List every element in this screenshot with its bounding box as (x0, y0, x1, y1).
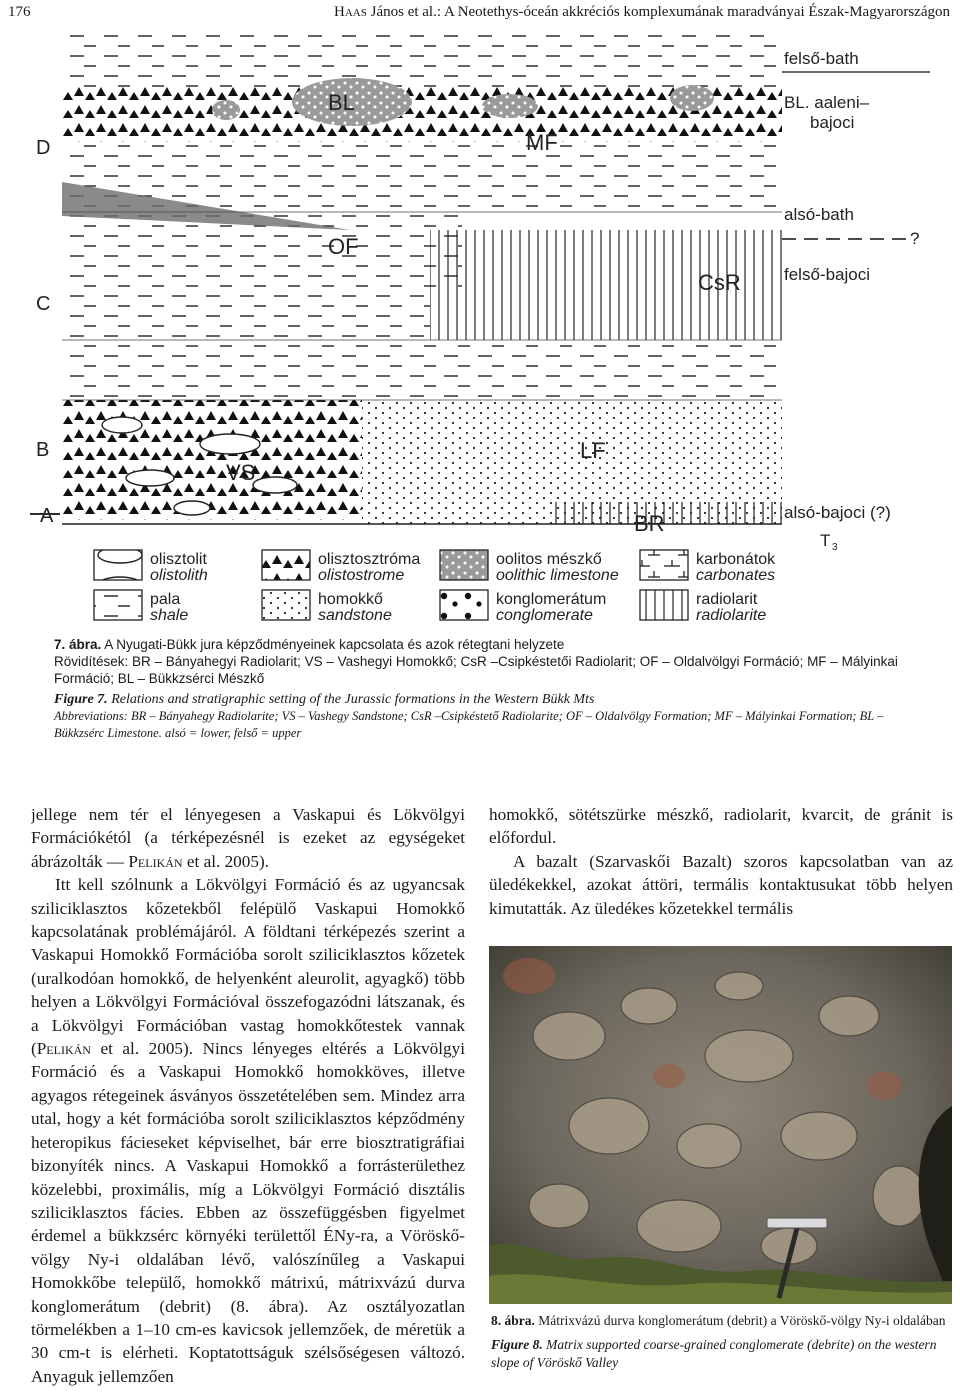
stage-label-bl-aaleni: BL. aaleni– (784, 93, 870, 112)
legend-olistolith: olistolith (150, 567, 208, 584)
left-paragraph-1 (31, 803, 465, 873)
legend-radiolarite: radiolarite (696, 607, 767, 624)
left-p2-text-end: et al. 2005). Nincs lényeges eltérés a Lökvölgyi Formáció és a Vaskapui Homokkő homokköves, illetve agyagos rétegeinek ásványos összetételében sem. Mindez arra utal, hogy a két formációba sorolt sziliciklasztos képződmény heteropikus fácieseket képviselhet, bár erre biosztratigráfiai bizonyíték nincs. A Vaskapui Homokkő a forrásterülethez közelebbi, proximális, míg a Lökvölgyi Formáció disztális sziliciklasztos fácies. Ebben az összefüggésben figyelmet érdemel a bükkzsérc környéki területtől ÉNy-ra, a Vöröskő-völgy Ny-i oldalában lévő, valószínűleg a Vaskapui Homokkőbe települő, homokkő mátrixú, mátrixvázú durva konglomerátum (debrit) (8. ábra). Az osztályozatlan törmelékben a 1–10 cm-es kavicsok jellemzőek, de méretük a 30 cm-t is elérheti. Koptatottságuk szélsőségesen változó. Anyaguk jellemzően (31, 1039, 465, 1386)
stage-label-bajoci: bajoci (810, 113, 855, 132)
running-author: Haas (334, 4, 367, 20)
legend-oolitos-meszko: oolitos mészkő (496, 551, 602, 568)
caption7-en-label: Figure 7. (54, 692, 108, 707)
running-title (334, 4, 950, 21)
right-paragraph-2: A bazalt (Szarvaskői Bazalt) szoros kapcsolatban van az üledékekkel, azokat áttöri, termális kontaktusukat több helyen kimutatták. Az üledékes kőzetekkel termális (489, 851, 953, 918)
legend-pala: pala (150, 591, 181, 608)
caption8-en-label: Figure 8. (491, 1337, 543, 1352)
caption7-en-abbreviations: Abbreviations: BR – Bányahegy Radiolarite; VS – Vashegy Sandstone; CsR –Csipkéstető Radiolarite; OF – Oldalvölgy Formation; MF – Mályinkai Formation; BL – Bükkzsérc Limestone. alsó = lower, felső = upper (54, 709, 884, 740)
unit-label-br: BR (634, 511, 665, 536)
stage-label-felso-bath: felső-bath (784, 49, 859, 68)
stage-label-also-bath: alsó-bath (784, 205, 854, 224)
legend-karbonatok: karbonátok (696, 551, 776, 568)
left-paragraph-2 (31, 873, 465, 1388)
legend-sandstone: sandstone (318, 607, 392, 624)
stage-label-t-subscript: 3 (832, 542, 838, 553)
interval-letter-d: D (36, 137, 51, 159)
caption8-en (491, 1336, 953, 1372)
caption8-en-title: Matrix supported coarse-grained conglomerate (debrite) on the western slope of Vöröskő Valley (491, 1337, 937, 1370)
unit-label-mf: MF (526, 130, 558, 155)
caption7-hu-abbreviations: Rövidítések: BR – Bányahegyi Radiolarit; VS – Vashegyi Homokkő; CsR –Csipkéstetői Radiolarit; OF – Oldalvölgyi Formáció; MF – Mályinkai Formáció; BL – Bükkzsérci Mészkő (54, 654, 898, 686)
figure-7-stratigraphic-diagram (30, 30, 950, 630)
caption7-en-title: Relations and stratigraphic setting of the Jurassic formations in the Western Bükk Mts (107, 692, 595, 707)
left-p1-text: jellege nem tér el lényegesen a Vaskapui és Lökvölgyi Formációkétól (a térképezésnél is ezeket az egységeket ábrázolták — (31, 805, 465, 871)
stratigraphic-column (62, 32, 782, 524)
left-p1-text-end: et al. 2005). (182, 851, 269, 871)
figure-8-caption (491, 1312, 953, 1372)
unit-label-lf: LF (580, 438, 606, 463)
unit-label-vs: VS (226, 460, 256, 485)
caption7-hu-title: A Nyugati-Bükk jura képződményeinek kapcsolata és azok rétegtani helyzete (101, 637, 565, 652)
caption8-hu (491, 1312, 953, 1330)
unit-label-bl: BL (328, 90, 355, 115)
right-text-column (489, 803, 953, 920)
left-p2-text: Itt kell szólnunk a Lökvölgyi Formáció és az ugyancsak sziliciklasztos kőzetekből felépülő Vaskapui Homokkő kapcsolatának problémájáról. A földtani térképezés szerint a Vaskapui Homokkő Formációba sorolt sziliciklasztos kőzetek (uralkodóan homokkő, de helyenként aleurolit, agyagkő) több helyen a Lökvölgyi Formációval összefogazódni látszanak, és a Lökvölgyi Formációban vastag homokkőtestek vannak ( (31, 875, 465, 1059)
left-text-column (31, 803, 465, 1393)
legend-olistostrome: olistostrome (318, 567, 405, 584)
caption8-hu-label: 8. ábra. (491, 1313, 535, 1328)
running-author-rest: János et al.: (366, 4, 444, 20)
legend-conglomerate: conglomerate (496, 607, 593, 624)
caption8-hu-title: Mátrixvázú durva konglomerátum (debrit) a Vöröskő-völgy Ny-i oldalában (534, 1313, 946, 1328)
stage-label-also-bajoci: alsó-bajoci (?) (784, 503, 891, 522)
stage-label-felso-bajoci: felső-bajoci (784, 265, 870, 284)
legend-oolithic-limestone: oolithic limestone (496, 567, 619, 584)
unit-label-csr: CsR (698, 270, 741, 295)
interval-letter-a: A (40, 505, 54, 527)
stage-label-question: ? (910, 229, 920, 248)
legend-radiolarit: radiolarit (696, 591, 758, 608)
legend (94, 550, 776, 624)
page-header (0, 0, 960, 26)
stage-label-t: T (820, 531, 831, 550)
legend-shale: shale (150, 607, 189, 624)
legend-olisztosztroma: olisztosztróma (318, 551, 421, 568)
left-p2-ref-author: Pelikán (36, 1039, 91, 1059)
interval-letter-c: C (36, 293, 51, 315)
unit-label-of: OF (328, 234, 359, 259)
legend-carbonates: carbonates (696, 567, 776, 584)
legend-olisztolit: olisztolit (150, 551, 207, 568)
right-paragraph-1: homokkő, sötétszürke mészkő, radiolarit, kvarcit, de gránit is előfordul. (489, 805, 953, 848)
caption7-en (54, 691, 912, 708)
legend-homokko: homokkő (318, 591, 383, 608)
caption7-hu-label: 7. ábra. (54, 637, 102, 652)
figure-7-caption (54, 636, 912, 742)
page-number: 176 (8, 4, 31, 20)
running-title-text: A Neotethys-óceán akkréciós komplexumának maradványai Észak-Magyarországon (443, 4, 950, 20)
figure-8-photo-conglomerate (489, 946, 952, 1304)
caption7-hu (54, 636, 912, 653)
left-p1-ref-author: Pelikán (128, 851, 183, 871)
legend-konglomeratum: konglomerátum (496, 591, 607, 608)
interval-letter-b: B (36, 439, 50, 461)
